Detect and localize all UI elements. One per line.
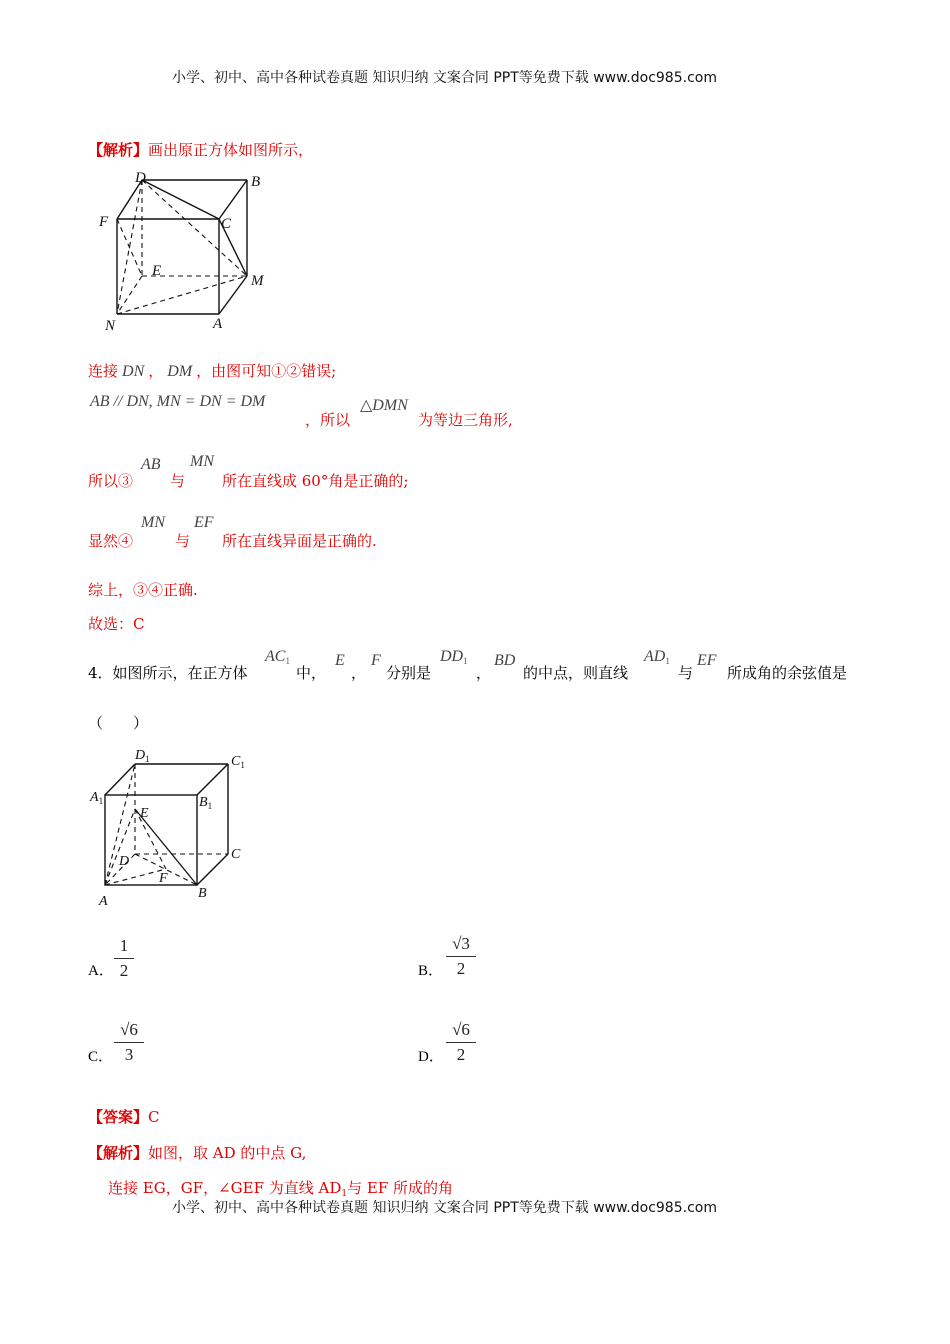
q4-text-8: 所成角的余弦值是 xyxy=(727,664,848,682)
q4-math-e: E xyxy=(335,652,345,669)
option-a-fraction[interactable]: 1 2 xyxy=(114,935,134,982)
fig2-label-c1: $C_1$ xyxy=(231,754,245,770)
q4-answer-paren: （ ） xyxy=(88,714,149,732)
option-a-label[interactable]: A． xyxy=(88,963,114,979)
answer-line xyxy=(88,1106,160,1127)
fig1-label-d: D xyxy=(135,170,146,186)
solution-intro-text: 画出原正方体如图所示， xyxy=(148,141,314,159)
option-c-fraction[interactable]: √6 3 xyxy=(114,1019,144,1066)
solution-line-4-c: 所在直线异面是正确的. xyxy=(222,532,377,550)
solution-line-2-text-a: ，所以 xyxy=(305,411,351,429)
q4-math-ac1: $AC_1$ xyxy=(265,648,290,666)
fig1-label-e: E xyxy=(152,263,162,279)
solution-line-3-b: 与 xyxy=(170,472,186,490)
q4-math-f: F xyxy=(371,652,381,669)
q4-text-7: 与 xyxy=(678,664,694,682)
page-header: 小学、初中、高中各种试卷真题 知识归纳 文案合同 PPT等免费下载 www.doc985.com xyxy=(172,70,717,86)
solution-line-4-a: 显然④ xyxy=(88,532,134,550)
solution-line-2-math: AB // DN, MN = DN = DM xyxy=(90,393,266,410)
option-d-fraction[interactable]: √6 2 xyxy=(446,1019,476,1066)
fig2-label-d: D xyxy=(119,854,130,869)
option-c-label[interactable]: C． xyxy=(88,1049,114,1065)
q4-text-4: 分别是 xyxy=(386,664,432,682)
fig2-label-b1: $B_1$ xyxy=(199,795,213,811)
solution-line-3-mn: MN xyxy=(190,453,214,470)
fig2-label-b: B xyxy=(198,886,207,901)
cube-figure-2 xyxy=(85,742,255,912)
q4-solution-line-1: 【解析】如图，取 AD 的中点 G, xyxy=(88,1144,307,1162)
solution-intro xyxy=(88,139,313,160)
fig1-label-f: F xyxy=(99,214,109,230)
fig2-label-e: E xyxy=(140,806,149,821)
fig2-label-d1: $D_1$ xyxy=(135,748,150,764)
solution-line-3-ab: AB xyxy=(141,456,161,473)
q4-solution-line-2: 连接 EG，GF，∠GEF 为直线 $AD_1$与 EF 所成的角 xyxy=(108,1179,454,1199)
solution-summary: 综上，③④正确. xyxy=(88,581,198,599)
fig2-label-a1: $A_1$ xyxy=(90,790,104,806)
solution-line-2-triangle: △DMN xyxy=(360,397,408,414)
solution-line-3-a: 所以③ xyxy=(88,472,134,490)
answer-value: C xyxy=(148,1108,160,1126)
option-b-label[interactable]: B． xyxy=(418,963,444,979)
answer-tag: 【答案】 xyxy=(88,1108,149,1126)
q4-math-ef: EF xyxy=(697,652,717,669)
fig2-label-c: C xyxy=(231,847,241,862)
fig1-label-n: N xyxy=(105,318,116,334)
solution-choice: 故选：C xyxy=(88,615,145,633)
solution-line-3-c: 所在直线成 60°角是正确的; xyxy=(222,472,409,490)
q4-math-dd1: $DD_1$ xyxy=(440,648,468,666)
q4-math-bd: BD xyxy=(494,652,516,669)
solution-line-4-ef: EF xyxy=(194,514,214,531)
solution-line-4-b: 与 xyxy=(175,532,191,550)
fig1-label-c: C xyxy=(221,216,232,232)
fig1-label-m: M xyxy=(251,273,264,289)
fig2-label-a: A xyxy=(99,894,108,909)
fig1-label-a: A xyxy=(213,316,223,332)
page-footer: 小学、初中、高中各种试卷真题 知识归纳 文案合同 PPT等免费下载 www.doc985.com xyxy=(172,1200,717,1216)
fig1-label-b: B xyxy=(251,174,261,190)
q4-solution-tag: 【解析】 xyxy=(88,1144,149,1162)
q4-math-ad1: $AD_1$ xyxy=(644,648,670,666)
solution-line-2-text-b: 为等边三角形, xyxy=(418,411,513,429)
cube-figure-1 xyxy=(95,168,280,338)
option-b-fraction[interactable]: √3 2 xyxy=(446,933,476,980)
q4-text-5: ， xyxy=(476,664,492,682)
option-d-label[interactable]: D． xyxy=(418,1049,444,1065)
fig2-label-f: F xyxy=(159,871,168,886)
solution-line-4-mn: MN xyxy=(141,514,165,531)
solution-tag: 【解析】 xyxy=(88,141,149,159)
q4-text-6: 的中点，则直线 xyxy=(523,664,629,682)
solution-line-1: 连接 DN ， DM ，由图可知①②错误; xyxy=(88,362,337,380)
q4-text-2: 中， xyxy=(296,664,327,682)
q4-text-3: ， xyxy=(351,664,367,682)
question-4-text: 4．如图所示，在正方体 xyxy=(88,664,248,682)
